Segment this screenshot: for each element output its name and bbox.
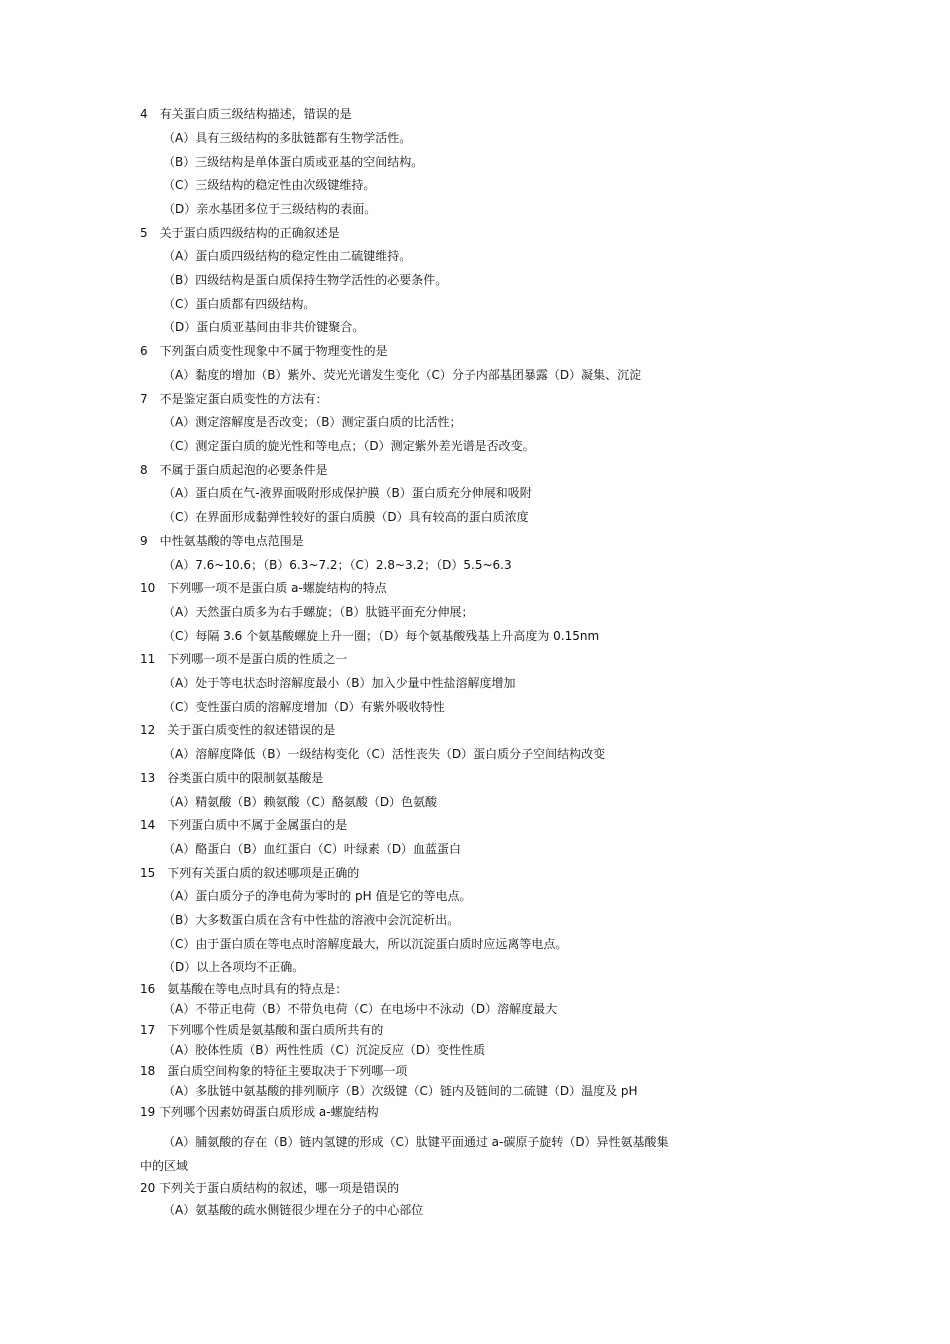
question-stem: 5 关于蛋白质四级结构的正确叙述是 xyxy=(140,226,340,240)
question-option: （B）三级结构是单体蛋白质或亚基的空间结构。 xyxy=(163,155,424,169)
question-option: （A）脯氨酸的存在（B）链内氢键的形成（C）肽键平面通过 a-碳原子旋转（D）异性氨基酸集 xyxy=(163,1135,669,1149)
question-option: （A）精氨酸（B）赖氨酸（C）酪氨酸（D）色氨酸 xyxy=(163,795,438,809)
question-stem: 11 下列哪一项不是蛋白质的性质之一 xyxy=(140,652,348,666)
question-option: （A）黏度的增加（B）紫外、荧光光谱发生变化（C）分子内部基团暴露（D）凝集、沉淀 xyxy=(163,368,642,382)
question-option: （A）胶体性质（B）两性性质（C）沉淀反应（D）变性性质 xyxy=(163,1043,486,1057)
question-stem: 16 氨基酸在等电点时具有的特点是： xyxy=(140,982,348,996)
question-option: （B）四级结构是蛋白质保持生物学活性的必要条件。 xyxy=(163,273,448,287)
question-stem: 14 下列蛋白质中不属于金属蛋白的是 xyxy=(140,818,348,832)
question-option: （A）测定溶解度是否改变；（B）测定蛋白质的比活性； xyxy=(163,415,462,429)
question-stem: 12 关于蛋白质变性的叙述错误的是 xyxy=(140,723,336,737)
question-stem: 9 中性氨基酸的等电点范围是 xyxy=(140,534,304,548)
question-option: （C）变性蛋白质的溶解度增加（D）有紫外吸收特性 xyxy=(163,700,445,714)
question-stem: 7 不是鉴定蛋白质变性的方法有： xyxy=(140,392,328,406)
question-option: （C）测定蛋白质的旋光性和等电点；（D）测定紫外差光谱是否改变。 xyxy=(163,439,535,453)
question-option: （C）蛋白质都有四级结构。 xyxy=(163,297,316,311)
question-stem: 20 下列关于蛋白质结构的叙述，哪一项是错误的 xyxy=(140,1181,400,1195)
question-option: （A）天然蛋白质多为右手螺旋；（B）肽链平面充分伸展； xyxy=(163,605,474,619)
question-stem: 4 有关蛋白质三级结构描述，错误的是 xyxy=(140,107,352,121)
question-stem: 17 下列哪个性质是氨基酸和蛋白质所共有的 xyxy=(140,1023,384,1037)
question-option: （C）三级结构的稳定性由次级键维持。 xyxy=(163,178,376,192)
question-option: （A）酪蛋白（B）血红蛋白（C）叶绿素（D）血蓝蛋白 xyxy=(163,842,462,856)
question-option: （C）每隔 3.6 个氨基酸螺旋上升一圈；（D）每个氨基酸残基上升高度为 0.15nm xyxy=(163,629,600,643)
question-option: （A）不带正电荷（B）不带负电荷（C）在电场中不泳动（D）溶解度最大 xyxy=(163,1002,558,1016)
question-option: （A）蛋白质分子的净电荷为零时的 pH 值是它的等电点。 xyxy=(163,889,472,903)
question-stem: 18 蛋白质空间构象的特征主要取决于下列哪一项 xyxy=(140,1064,408,1078)
question-option: （A）蛋白质在气-液界面吸附形成保护膜（B）蛋白质充分伸展和吸附 xyxy=(163,486,532,500)
question-option-continuation: 中的区域 xyxy=(140,1159,189,1173)
question-option: （C）在界面形成黏弹性较好的蛋白质膜（D）具有较高的蛋白质浓度 xyxy=(163,510,529,524)
question-option: （D）亲水基团多位于三级结构的表面。 xyxy=(163,202,377,216)
question-option: （A）蛋白质四级结构的稳定性由二硫键维持。 xyxy=(163,249,412,263)
question-option: （D）蛋白质亚基间由非共价键聚合。 xyxy=(163,320,365,334)
question-option: （A）氨基酸的疏水侧链很少埋在分子的中心部位 xyxy=(163,1203,424,1217)
question-stem: 10 下列哪一项不是蛋白质 a-螺旋结构的特点 xyxy=(140,581,387,595)
question-option: （A）处于等电状态时溶解度最小（B）加入少量中性盐溶解度增加 xyxy=(163,676,516,690)
question-option: （A）溶解度降低（B）一级结构变化（C）活性丧失（D）蛋白质分子空间结构改变 xyxy=(163,747,606,761)
question-option: （A）7.6~10.6；（B）6.3~7.2；（C）2.8~3.2；（D）5.5~6.3 xyxy=(163,558,512,572)
question-option: （A）具有三级结构的多肽链都有生物学活性。 xyxy=(163,131,412,145)
question-option: （B）大多数蛋白质在含有中性盐的溶液中会沉淀析出。 xyxy=(163,913,460,927)
question-option: （C）由于蛋白质在等电点时溶解度最大，所以沉淀蛋白质时应远离等电点。 xyxy=(163,937,568,951)
question-option: （A）多肽链中氨基酸的排列顺序（B）次级键（C）链内及链间的二硫键（D）温度及 pH xyxy=(163,1084,638,1098)
question-stem: 13 谷类蛋白质中的限制氨基酸是 xyxy=(140,771,324,785)
question-stem: 15 下列有关蛋白质的叙述哪项是正确的 xyxy=(140,866,360,880)
question-stem: 19 下列哪个因素妨碍蛋白质形成 a-螺旋结构 xyxy=(140,1105,379,1119)
question-stem: 6 下列蛋白质变性现象中不属于物理变性的是 xyxy=(140,344,388,358)
question-stem: 8 不属于蛋白质起泡的必要条件是 xyxy=(140,463,328,477)
question-option: （D）以上各项均不正确。 xyxy=(163,960,305,974)
